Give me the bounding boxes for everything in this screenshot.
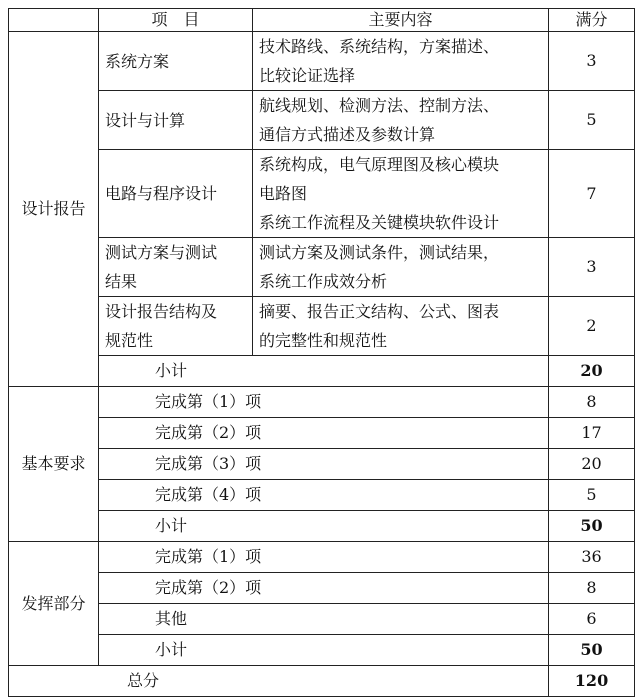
subtotal-score: 20	[549, 356, 635, 387]
table-row	[9, 91, 635, 150]
table-row	[9, 542, 635, 573]
table-row	[9, 297, 635, 356]
content-cell: 测试方案及测试条件，测试结果， 系统工作成效分析	[253, 238, 549, 297]
item-cell: 完成第（2）项	[99, 418, 549, 449]
item-cell: 其他	[99, 604, 549, 635]
score-cell: 8	[549, 387, 635, 418]
table-row	[9, 387, 635, 418]
content-cell: 系统构成，电气原理图及核心模块 电路图 系统工作流程及关键模块软件设计	[253, 150, 549, 238]
item-cell: 测试方案与测试 结果	[99, 238, 253, 297]
subtotal-row	[9, 635, 635, 666]
scoring-table	[8, 8, 635, 697]
score-cell: 3	[549, 238, 635, 297]
total-label: 总分	[9, 666, 549, 697]
subtotal-row	[9, 511, 635, 542]
table-row	[9, 573, 635, 604]
content-cell: 航线规划、检测方法、控制方法、 通信方式描述及参数计算	[253, 91, 549, 150]
score-cell: 20	[549, 449, 635, 480]
score-cell: 8	[549, 573, 635, 604]
item-cell: 设计报告结构及 规范性	[99, 297, 253, 356]
score-cell: 5	[549, 480, 635, 511]
item-cell: 完成第（1）项	[99, 387, 549, 418]
score-cell: 17	[549, 418, 635, 449]
table-row	[9, 32, 635, 91]
group-label: 设计报告	[9, 32, 99, 387]
header-score: 满分	[549, 9, 635, 32]
subtotal-label: 小计	[99, 511, 549, 542]
item-cell: 完成第（3）项	[99, 449, 549, 480]
subtotal-score: 50	[549, 635, 635, 666]
header-content: 主要内容	[253, 9, 549, 32]
score-cell: 2	[549, 297, 635, 356]
item-cell: 完成第（4）项	[99, 480, 549, 511]
total-score: 120	[549, 666, 635, 697]
subtotal-label: 小计	[99, 356, 549, 387]
header-row	[9, 9, 635, 32]
table-row	[9, 604, 635, 635]
group-label: 基本要求	[9, 387, 99, 542]
group-label: 发挥部分	[9, 542, 99, 666]
score-cell: 36	[549, 542, 635, 573]
subtotal-score: 50	[549, 511, 635, 542]
content-cell: 技术路线、系统结构，方案描述、 比较论证选择	[253, 32, 549, 91]
score-cell: 6	[549, 604, 635, 635]
content-cell: 摘要、报告正文结构、公式、图表 的完整性和规范性	[253, 297, 549, 356]
header-group	[9, 9, 99, 32]
score-cell: 3	[549, 32, 635, 91]
table-row	[9, 238, 635, 297]
item-cell: 完成第（2）项	[99, 573, 549, 604]
item-cell: 系统方案	[99, 32, 253, 91]
item-cell: 完成第（1）项	[99, 542, 549, 573]
table-row	[9, 150, 635, 238]
score-cell: 5	[549, 91, 635, 150]
item-cell: 设计与计算	[99, 91, 253, 150]
score-cell: 7	[549, 150, 635, 238]
subtotal-label: 小计	[99, 635, 549, 666]
total-row	[9, 666, 635, 697]
header-item: 项 目	[99, 9, 253, 32]
item-cell: 电路与程序设计	[99, 150, 253, 238]
table-row	[9, 418, 635, 449]
table-row	[9, 480, 635, 511]
subtotal-row	[9, 356, 635, 387]
table-row	[9, 449, 635, 480]
